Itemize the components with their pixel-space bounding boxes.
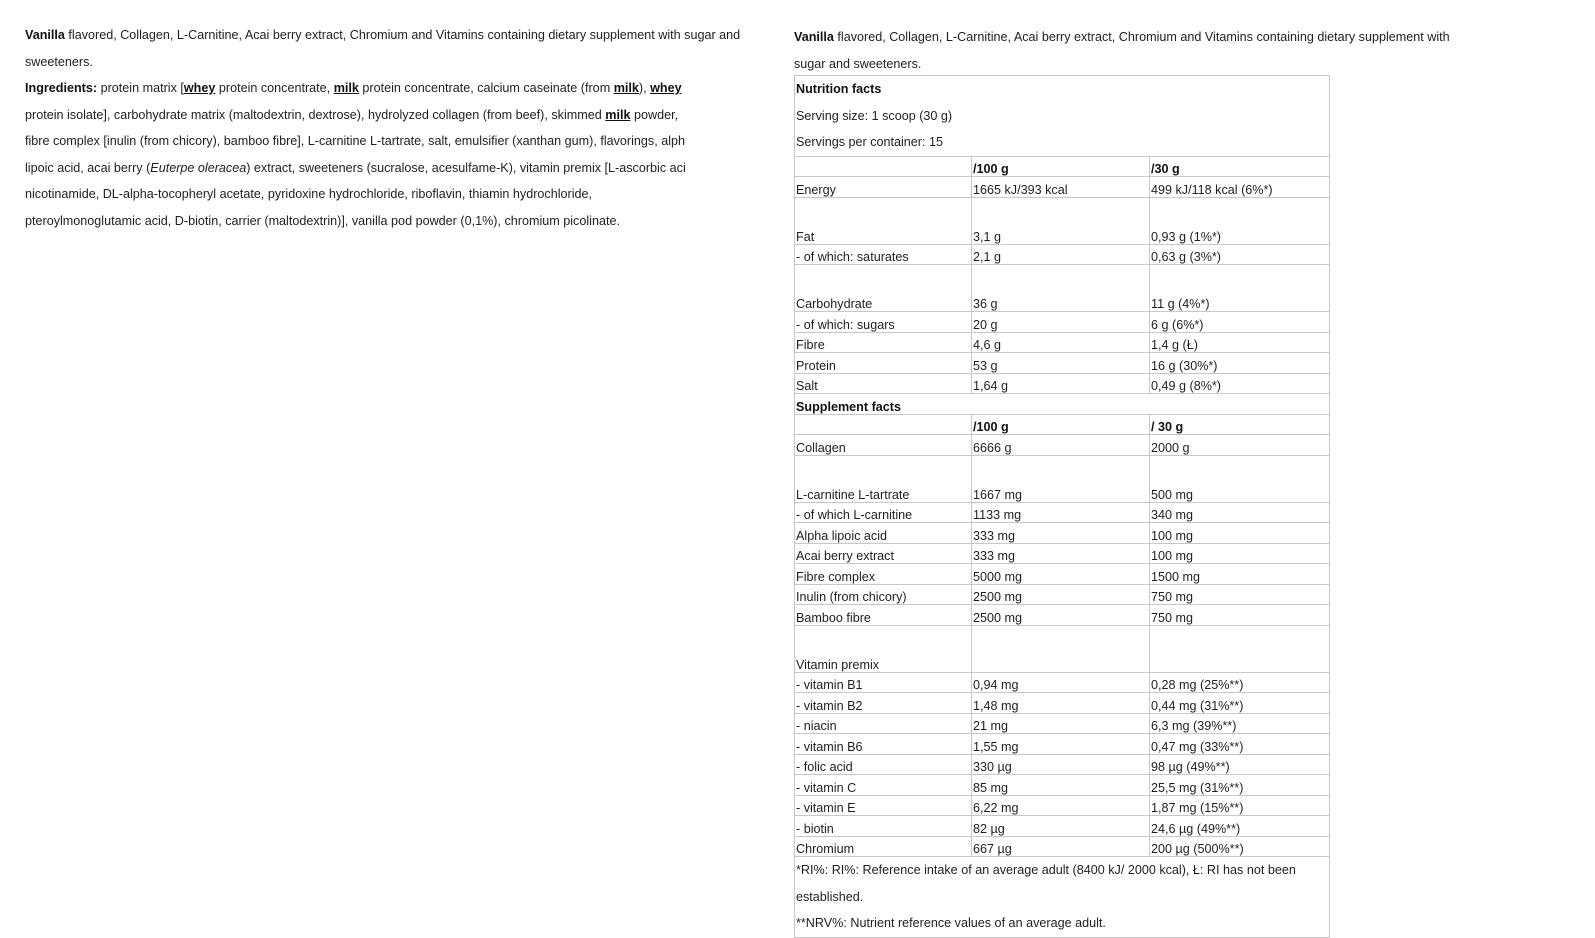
- table-row: [795, 564, 1330, 585]
- value-per-serving: 24,6 µg (49%**): [1150, 816, 1330, 837]
- row-label: - biotin: [795, 816, 972, 837]
- row-label: - vitamin B1: [795, 672, 972, 693]
- nutrition-panel: [794, 24, 1564, 938]
- table-row: [795, 373, 1330, 394]
- row-label: Energy: [795, 177, 972, 198]
- scol-per-30g: / 30 g: [1150, 414, 1330, 435]
- nutrition-header-block: [795, 76, 1330, 157]
- value-per-serving: 2000 g: [1150, 435, 1330, 456]
- value-per-serving: 0,93 g (1%*): [1150, 197, 1330, 244]
- value-per-serving: 25,5 mg (31%**): [1150, 775, 1330, 796]
- table-row: [795, 312, 1330, 333]
- ingredients-line-3: fibre complex [inulin (from chicory), bamboo fibre], L-carnitine L-tartrate, salt, emulsifier (xanthan gum), flavorings, alph: [25, 134, 686, 148]
- value-per-100g: 4,6 g: [972, 332, 1150, 353]
- value-per-100g: [972, 625, 1150, 672]
- ingredients-line-2: protein isolate], carbohydrate matrix (maltodextrin, dextrose), hydrolyzed collagen (from beef), skimmed milk powder,: [25, 107, 679, 122]
- value-per-100g: 0,94 mg: [972, 672, 1150, 693]
- table-row: [795, 523, 1330, 544]
- table-row: [795, 244, 1330, 265]
- product-description: Vanilla flavored, Collagen, L-Carnitine, Acai berry extract, Chromium and Vitamins containing dietary supplement with sugar and sweeteners.: [794, 30, 1450, 71]
- value-per-serving: 1,87 mg (15%**): [1150, 795, 1330, 816]
- value-per-100g: 6666 g: [972, 435, 1150, 456]
- value-per-serving: 11 g (4%*): [1150, 265, 1330, 312]
- table-row: [795, 816, 1330, 837]
- table-row: [795, 754, 1330, 775]
- row-label: - of which: sugars: [795, 312, 972, 333]
- value-per-serving: 98 µg (49%**): [1150, 754, 1330, 775]
- table-row: [795, 584, 1330, 605]
- servings-per-container: Servings per container: 15: [796, 135, 944, 149]
- row-label: - vitamin E: [795, 795, 972, 816]
- value-per-100g: 333 mg: [972, 523, 1150, 544]
- value-per-100g: 6,22 mg: [972, 795, 1150, 816]
- ingredients-panel: [25, 22, 787, 234]
- value-per-serving: 340 mg: [1150, 502, 1330, 523]
- value-per-100g: 82 µg: [972, 816, 1150, 837]
- table-row: [795, 775, 1330, 796]
- value-per-serving: 750 mg: [1150, 584, 1330, 605]
- ingredients-label: Ingredients:: [25, 81, 98, 95]
- value-per-serving: 16 g (30%*): [1150, 353, 1330, 374]
- allergen: whey: [183, 81, 216, 95]
- row-label: - of which L-carnitine: [795, 502, 972, 523]
- scol-per-100g: /100 g: [972, 414, 1150, 435]
- row-label: - niacin: [795, 713, 972, 734]
- footnote-nrv: **NRV%: Nutrient reference values of an average adult.: [796, 916, 1106, 930]
- value-per-100g: 1667 mg: [972, 455, 1150, 502]
- table-row: [795, 265, 1330, 312]
- table-row: [795, 197, 1330, 244]
- value-per-serving: 100 mg: [1150, 543, 1330, 564]
- value-per-serving: 1500 mg: [1150, 564, 1330, 585]
- supplement-heading: Supplement facts: [795, 394, 1330, 415]
- flavor-name: Vanilla: [25, 28, 65, 42]
- table-row: [795, 543, 1330, 564]
- row-label: Protein: [795, 353, 972, 374]
- value-per-serving: 0,49 g (8%*): [1150, 373, 1330, 394]
- row-label: Salt: [795, 373, 972, 394]
- value-per-serving: 0,63 g (3%*): [1150, 244, 1330, 265]
- allergen: milk: [605, 107, 631, 122]
- value-per-100g: 667 µg: [972, 836, 1150, 857]
- row-label: Bamboo fibre: [795, 605, 972, 626]
- allergen: milk: [613, 81, 639, 95]
- table-row: [795, 605, 1330, 626]
- value-per-serving: 100 mg: [1150, 523, 1330, 544]
- nutrition-table: [794, 75, 1330, 938]
- table-row: [795, 353, 1330, 374]
- nutrition-rows: [795, 177, 1330, 394]
- supplement-columns-header: [795, 414, 1330, 435]
- value-per-100g: 330 µg: [972, 754, 1150, 775]
- value-per-serving: 0,47 mg (33%**): [1150, 734, 1330, 755]
- footnotes: [795, 857, 1330, 938]
- value-per-serving: 499 kJ/118 kcal (6%*): [1150, 177, 1330, 198]
- table-row: [795, 693, 1330, 714]
- value-per-serving: [1150, 625, 1330, 672]
- row-label: - of which: saturates: [795, 244, 972, 265]
- value-per-serving: 0,28 mg (25%**): [1150, 672, 1330, 693]
- table-row: [795, 177, 1330, 198]
- value-per-serving: 200 µg (500%**): [1150, 836, 1330, 857]
- supplement-heading-row: [795, 394, 1330, 415]
- row-label: - vitamin B6: [795, 734, 972, 755]
- row-label: Fibre complex: [795, 564, 972, 585]
- value-per-100g: 20 g: [972, 312, 1150, 333]
- value-per-serving: 6,3 mg (39%**): [1150, 713, 1330, 734]
- allergen: milk: [333, 81, 359, 95]
- ingredients-line-5: nicotinamide, DL-alpha-tocopheryl acetate, pyridoxine hydrochloride, riboflavin, thiamin hydrochloride,: [25, 187, 593, 201]
- row-label: Vitamin premix: [795, 625, 972, 672]
- value-per-100g: 53 g: [972, 353, 1150, 374]
- table-row: [795, 455, 1330, 502]
- value-per-100g: 85 mg: [972, 775, 1150, 796]
- value-per-100g: 2500 mg: [972, 605, 1150, 626]
- row-label: Alpha lipoic acid: [795, 523, 972, 544]
- row-label: - vitamin C: [795, 775, 972, 796]
- ingredients-line-6: pteroylmonoglutamic acid, D-biotin, carrier (maltodextrin)], vanilla pod powder (0,1%), chromium picolinate.: [25, 213, 620, 228]
- col-per-30g: /30 g: [1150, 156, 1330, 177]
- supplement-rows: [795, 435, 1330, 857]
- table-row: [795, 795, 1330, 816]
- table-row: [795, 502, 1330, 523]
- allergen: whey: [650, 81, 682, 95]
- table-row: [795, 713, 1330, 734]
- row-label: Collagen: [795, 435, 972, 456]
- row-label: Acai berry extract: [795, 543, 972, 564]
- col-per-100g: /100 g: [972, 156, 1150, 177]
- value-per-serving: 6 g (6%*): [1150, 312, 1330, 333]
- row-label: Carbohydrate: [795, 265, 972, 312]
- table-row: [795, 734, 1330, 755]
- value-per-100g: 2,1 g: [972, 244, 1150, 265]
- value-per-serving: 0,44 mg (31%**): [1150, 693, 1330, 714]
- nutrition-columns-header: [795, 156, 1330, 177]
- row-label: L-carnitine L-tartrate: [795, 455, 972, 502]
- nutrition-heading: Nutrition facts: [796, 82, 882, 96]
- value-per-100g: 333 mg: [972, 543, 1150, 564]
- value-per-100g: 1,64 g: [972, 373, 1150, 394]
- row-label: - folic acid: [795, 754, 972, 775]
- table-row: [795, 332, 1330, 353]
- row-label: Fibre: [795, 332, 972, 353]
- value-per-serving: 500 mg: [1150, 455, 1330, 502]
- table-row: [795, 672, 1330, 693]
- value-per-100g: 5000 mg: [972, 564, 1150, 585]
- table-row: [795, 836, 1330, 857]
- value-per-100g: 1,48 mg: [972, 693, 1150, 714]
- ingredients-line-1: Ingredients: protein matrix [whey protein concentrate, milk protein concentrate, calcium caseinate (from milk), whey: [25, 81, 682, 95]
- value-per-serving: 750 mg: [1150, 605, 1330, 626]
- value-per-100g: 21 mg: [972, 713, 1150, 734]
- value-per-serving: 1,4 g (Ł): [1150, 332, 1330, 353]
- row-label: - vitamin B2: [795, 693, 972, 714]
- row-label: Fat: [795, 197, 972, 244]
- value-per-100g: 36 g: [972, 265, 1150, 312]
- serving-size: Serving size: 1 scoop (30 g): [796, 108, 953, 123]
- value-per-100g: 1,55 mg: [972, 734, 1150, 755]
- product-description: Vanilla flavored, Collagen, L-Carnitine, Acai berry extract, Chromium and Vitamins containing dietary supplement with sugar and sweeteners.: [25, 28, 741, 69]
- row-label: Inulin (from chicory): [795, 584, 972, 605]
- value-per-100g: 3,1 g: [972, 197, 1150, 244]
- footnote-ri: *RI%: RI%: Reference intake of an average adult (8400 kJ/ 2000 kcal), Ł: RI has not been established.: [796, 863, 1296, 904]
- value-per-100g: 2500 mg: [972, 584, 1150, 605]
- value-per-100g: 1665 kJ/393 kcal: [972, 177, 1150, 198]
- table-row: [795, 435, 1330, 456]
- ingredients-line-4: lipoic acid, acai berry (Euterpe oleracea) extract, sweeteners (sucralose, acesulfame-K), vitamin premix [L-ascorbic aci: [25, 160, 686, 175]
- table-row: [795, 625, 1330, 672]
- value-per-100g: 1133 mg: [972, 502, 1150, 523]
- row-label: Chromium: [795, 836, 972, 857]
